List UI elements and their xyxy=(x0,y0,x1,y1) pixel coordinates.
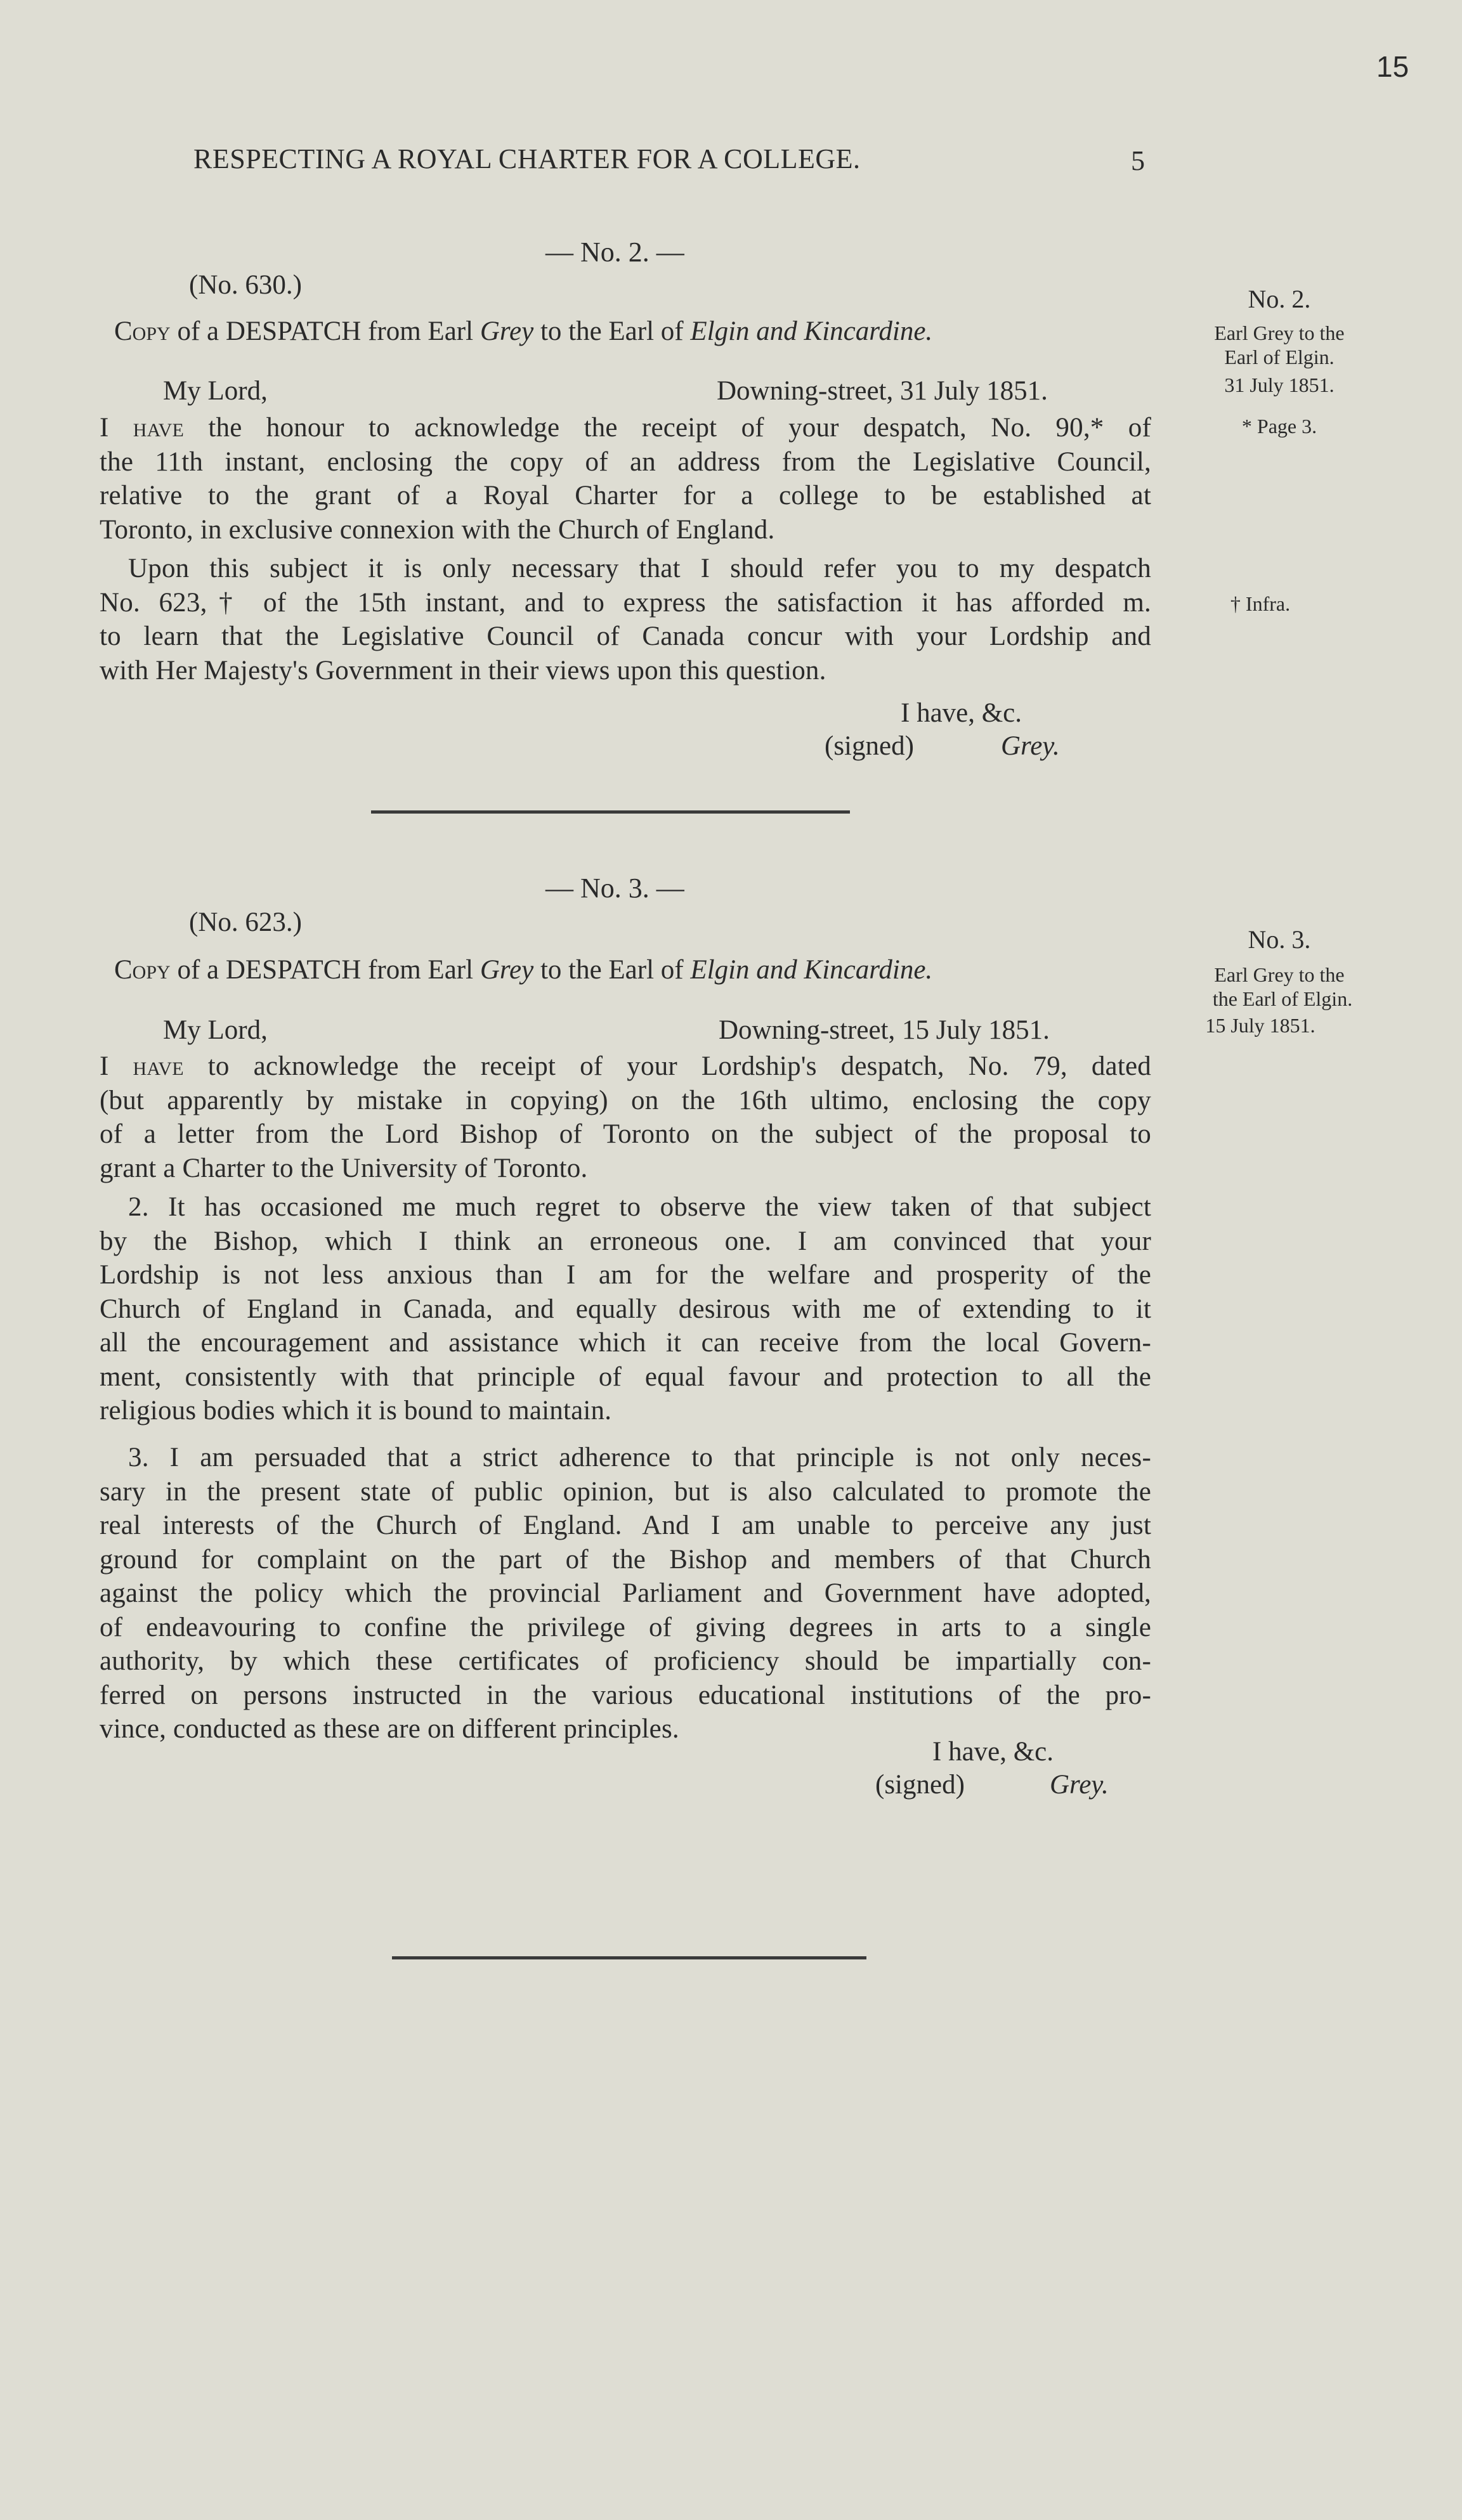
section-divider xyxy=(371,810,850,814)
doc2-title-copy: Copy xyxy=(114,316,171,346)
text-line: grant a Charter to the University of Toronto. xyxy=(100,1153,588,1183)
text-line: ment, consistently with that principle of equal favour and protection to all the xyxy=(100,1361,1151,1392)
text-line: the 11th instant, enclosing the copy of an address from the Legislative Council, xyxy=(100,446,1151,477)
doc2-place-date: Downing-street, 31 July 1851. xyxy=(717,376,1048,406)
doc2-paragraph-1 xyxy=(100,411,1151,547)
text-line: to acknowledge the receipt of your Lordship's despatch, No. 79, dated xyxy=(183,1051,1151,1081)
doc3-paragraph-3 xyxy=(100,1441,1151,1746)
doc3-ref-number: (No. 623.) xyxy=(189,907,302,937)
doc2-margin-date: 31 July 1851. xyxy=(1224,373,1335,396)
folio-number: 5 xyxy=(1131,145,1145,176)
doc3-heading: — No. 3. — xyxy=(545,873,684,904)
doc3-title-recipient: Elgin and Kincardine. xyxy=(690,955,933,985)
doc3-signature: Grey. xyxy=(1050,1770,1109,1800)
doc2-title-recipient: Elgin and Kincardine. xyxy=(690,316,933,346)
doc3-title-from: Grey xyxy=(480,955,534,985)
doc3-title xyxy=(114,954,932,985)
doc3-title-text: of a DESPATCH from Earl xyxy=(170,955,480,985)
text-line: relative to the grant of a Royal Charter for a college to be established at xyxy=(100,481,1151,510)
text-line: to learn that the Legislative Council of Canada concur with your Lordship and xyxy=(100,621,1151,651)
doc2-margin-number: No. 2. xyxy=(1248,285,1311,313)
doc2-paragraph-2 xyxy=(100,552,1151,687)
text-line: ferred on persons instructed in the various educational institutions of the pro- xyxy=(100,1680,1151,1710)
doc2-signature: Grey. xyxy=(1001,731,1060,761)
text-line: vince, conducted as these are on different principles. xyxy=(100,1714,679,1744)
text-line: 2. It has occasioned me much regret to observe the view taken of that subject xyxy=(128,1192,1151,1222)
doc2-margin-line-2: Earl of Elgin. xyxy=(1224,346,1335,368)
text-line: No. 623,† of the 15th instant, and to express the satisfaction it has afforded m. xyxy=(100,587,1151,618)
text-line: ground for complaint on the part of the Bishop and members of that Church xyxy=(100,1544,1151,1575)
text-line: Upon this subject it is only necessary that I should refer you to my despatch xyxy=(128,554,1151,583)
text-line: against the policy which the provincial Parliament and Government have adopted, xyxy=(100,1578,1151,1608)
doc3-margin-line-2: the Earl of Elgin. xyxy=(1212,987,1353,1010)
running-title: RESPECTING A ROYAL CHARTER FOR A COLLEGE. xyxy=(193,143,861,174)
doc3-paragraph-2 xyxy=(100,1190,1151,1428)
text-line: authority, by which these certificates of proficiency should be impartially con- xyxy=(100,1646,1151,1676)
text-line: with Her Majesty's Government in their views upon this question. xyxy=(100,655,826,685)
doc2-margin-note-infra: † Infra. xyxy=(1230,592,1291,615)
doc3-margin-number: No. 3. xyxy=(1248,925,1311,954)
doc2-heading: — No. 2. — xyxy=(545,237,684,268)
doc2-lead-word: I have xyxy=(100,413,185,443)
doc3-lead-word: I have xyxy=(100,1051,184,1081)
text-line: Lordship is not less anxious than I am for the welfare and prosperity of the xyxy=(100,1260,1151,1290)
text-line: of endeavouring to confine the privilege of giving degrees in arts to a single xyxy=(100,1612,1151,1642)
doc2-ref-number: (No. 630.) xyxy=(189,270,302,300)
doc3-title-to: to the Earl of xyxy=(533,955,691,985)
doc2-title xyxy=(114,316,932,347)
doc2-margin-note-page: * Page 3. xyxy=(1241,415,1317,438)
doc3-place-date: Downing-street, 15 July 1851. xyxy=(719,1015,1050,1045)
text-line: Church of England in Canada, and equally desirous with me of extending to it xyxy=(100,1294,1151,1324)
doc3-margin-date: 15 July 1851. xyxy=(1205,1014,1315,1037)
text-line: Toronto, in exclusive connexion with the Church of England. xyxy=(100,514,775,545)
doc2-closing: I have, &c. xyxy=(901,698,1022,728)
text-line: 3. I am persuaded that a strict adherence to that principle is not only neces- xyxy=(128,1443,1151,1472)
doc2-signed: (signed) xyxy=(825,731,914,761)
doc2-title-text: of a DESPATCH from Earl xyxy=(170,316,480,346)
doc3-salutation: My Lord, xyxy=(163,1015,268,1045)
doc3-signed: (signed) xyxy=(875,1770,965,1800)
doc3-margin-line-1: Earl Grey to the xyxy=(1214,963,1345,986)
text-line: religious bodies which it is bound to maintain. xyxy=(100,1396,612,1426)
doc3-paragraph-1 xyxy=(100,1049,1151,1185)
section-divider xyxy=(392,1956,866,1959)
doc3-closing: I have, &c. xyxy=(932,1737,1054,1767)
doc3-title-copy: Copy xyxy=(114,955,171,985)
doc2-salutation: My Lord, xyxy=(163,376,268,406)
text-line: sary in the present state of public opinion, but is also calculated to promote the xyxy=(100,1476,1151,1507)
text-line: real interests of the Church of England. And I am unable to perceive any just xyxy=(100,1510,1151,1540)
doc2-margin-line-1: Earl Grey to the xyxy=(1214,321,1345,344)
text-line: the honour to acknowledge the receipt of your despatch, No. 90,* of xyxy=(184,413,1151,443)
text-line: all the encouragement and assistance which it can receive from the local Govern- xyxy=(100,1328,1151,1358)
text-line: of a letter from the Lord Bishop of Toronto on the subject of the proposal to xyxy=(100,1119,1151,1149)
text-line: by the Bishop, which I think an erroneous one. I am convinced that your xyxy=(100,1226,1151,1256)
page-number: 15 xyxy=(1376,50,1409,83)
doc2-title-from: Grey xyxy=(480,316,534,346)
text-line: (but apparently by mistake in copying) on the 16th ultimo, enclosing the copy xyxy=(100,1085,1151,1115)
doc2-title-to: to the Earl of xyxy=(533,316,691,346)
